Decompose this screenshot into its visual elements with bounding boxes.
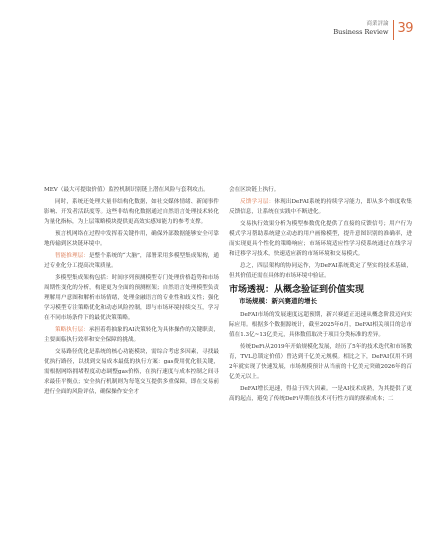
paragraph: MEV（最大可提取价值）监控机制识别链上潜在风险与套利攻击。 xyxy=(44,187,209,193)
paragraph-body: 体现出DeFAI系统的持续学习能力，即从多个维度收集反馈信息，让系统在实践中不断进化。 xyxy=(229,199,412,215)
paragraph: 预言机网络在过程中发挥着关键作用，确保外部数据能够安全可靠地传输到区块链环境中。 xyxy=(44,231,219,247)
magazine-name-cn: 商業評論 xyxy=(366,21,389,27)
paragraph-lead: 反馈学习层： xyxy=(240,199,275,205)
left-column xyxy=(44,185,219,399)
paragraph-lead: 策略执行层： xyxy=(55,327,89,333)
paragraph: 传统DeFi从2019年开始规模化发展，经历了5年的技术迭代和市场教育，TVL总锁定价值）曾达到千亿美元规模。相比之下，DeFAI仅用不到2年就实现了快速发展，市场规模预计从当前的十亿美元突破2026年的百亿美元以上。 xyxy=(229,344,412,380)
paragraph xyxy=(44,325,219,345)
page-header xyxy=(333,20,413,42)
paragraph: 交易路径优化是系统的核心功能模块，需综合考虑多因素，寻找最优执行路径，以找到交易成本最低的执行方案：gas费用优化很关键，需根据网络拥堵程度动态调整gas价格，在执行速度与成本控制之间寻求最佳平衡点；安全执行机制则为每笔交互提供多重保障，即在交易前进行全面的风险评估，确保操作安全才 xyxy=(44,349,219,395)
header-titles xyxy=(333,20,388,36)
magazine-name-en: Business Review xyxy=(333,28,389,36)
page-number: 39 xyxy=(397,21,413,36)
paragraph-lead: 智能推理层： xyxy=(55,253,89,259)
paragraph xyxy=(44,251,219,271)
header-divider xyxy=(393,20,394,40)
paragraph: DeFAI增长迅速，得益于四大因素。一是AI技术成熟，为其提供了更高的起点，避免了传统DeFi早期在技术可行性方面的探索成本；二 xyxy=(229,386,412,402)
paragraph: 同时，系统还处理大量非结构化数据，如社交媒体情绪、新闻事件影响、开发者活跃度等。这些非结构化数据通过自然语言处理技术转化为量化指标，为上层策略模块提供更高效实感知能力的参考支撑。 xyxy=(44,199,219,225)
paragraph: 会在区块链上执行。 xyxy=(229,187,280,193)
section-title: 市场透视：从概念验证到价值实现 xyxy=(229,285,365,295)
paragraph: DeFAI市场的发展速度远超预期，新兴赛道正迅速从概念阶段迈向实际应用。根据多个数据源统计，截至2025年6月，DeFAI相关项目的总市值在1.3亿~13亿美元，具体数值取决于项目分类标准的差异。 xyxy=(229,312,412,338)
paragraph-body: 承担着将抽象的AI决策转化为具体操作的关键职责，主要面临执行效率和安全保障的挑战。 xyxy=(44,327,219,343)
paragraph xyxy=(229,197,412,217)
paragraph: 交易执行效果分析为模型参数优化提供了直接的反馈信号；用户行为模式学习帮助系统建立动态的用户画像模型，提升意图识别的准确率，进而实现更具个性化的策略响应；市场环境适应性学习使系统通过在线学习和迁移学习技术，快速适应新的市场环境和交易模式。 xyxy=(229,221,412,257)
paragraph-body: 是整个系统的“大脑”，部署采用多模型集成架构，通过专业化分工提高决策质量。 xyxy=(44,253,219,269)
right-column xyxy=(229,185,412,406)
section-subtitle: 市场规模：新兴赛道的增长 xyxy=(239,297,317,305)
paragraph: 总之，四层架构的协同运作，为DeFAI系统奠定了坚实的技术基础，但其价值还需在具体的市场环境中验证。 xyxy=(229,263,412,279)
paragraph: 多模型集成架构包括：时间序列预测模型专门处理价格趋势和市场周期性变化的分析，构建更为全面的预测框架；自然语言处理模型负责理解用户意图和解析市场情绪，处理金融语言的专业性和歧义性；强化学习模型专注策略优化和动态风险控制，即与市场环境持续交互，学习在不同市场条件下的最优决策策略。 xyxy=(44,275,219,321)
